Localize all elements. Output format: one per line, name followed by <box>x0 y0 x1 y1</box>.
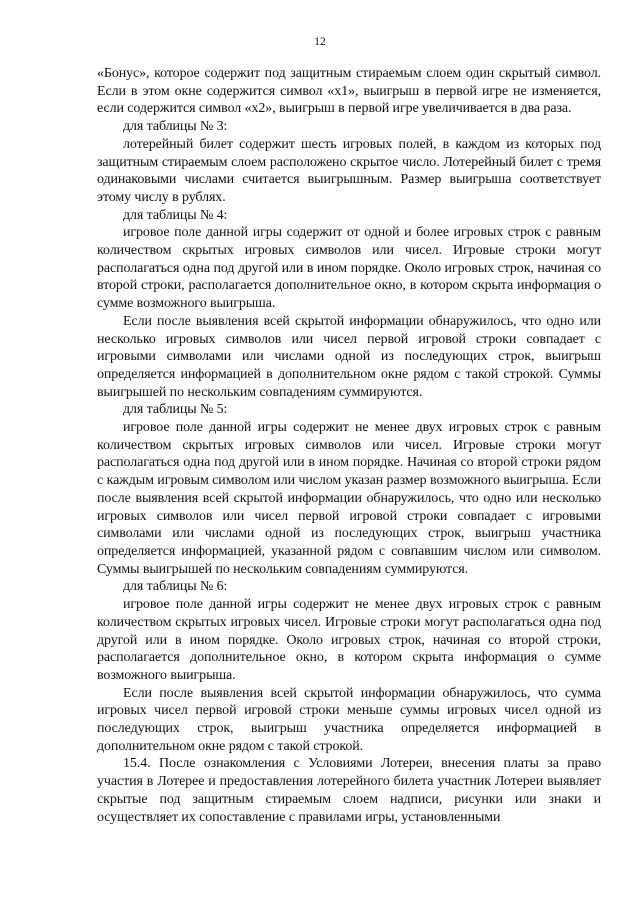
paragraph: 15.4. После ознакомления с Условиями Лотереи, внесения платы за право участия в Лотерее и предоставления лотерейного билета участник Лотереи выявляет скрытые под защитным стираемым слоем надписи, рисунки или знаки и осуществляет их сопоставление с правилами игры, установленными <box>97 756 601 825</box>
paragraph: игровое поле данной игры содержит не менее двух игровых строк с равным количеством скрытых игровых чисел. Игровые строки могут располагаться одна под другой или в ином порядке. Около игровых строк, начиная со второй строки, располагается дополнительное окно, в котором скрыта информация о сумме возможного выигрыша. <box>97 597 601 683</box>
paragraph: для таблицы № 6: <box>123 579 228 595</box>
paragraph: Если после выявления всей скрытой информации обнаружилось, что одно или несколько игровых символов или чисел первой игровой строки совпадает с игровыми символами или числами одной из последующих строк, выигрыш определяется информацией в дополнительном окне рядом с такой строкой. Суммы выигрышей по нескольким совпадениям суммируются. <box>97 313 601 400</box>
paragraph: Если после выявления всей скрытой информации обнаружилось, что сумма игровых чисел первой игровой строки меньше суммы игровых чисел одной из последующих строк, выигрыш участника определяется информацией в дополнительном окне рядом с такой строкой. <box>97 685 601 754</box>
paragraph: игровое поле данной игры содержит не менее двух игровых строк с равным количеством скрытых игровых символов или чисел. Игровые строки могут располагаться одна под другой или в ином порядке. Начиная со второй строки рядом с каждым игровым символом или числом указан размер возможного выигрыша. Если после выявления всей скрытой информации обнаружилось, что одно или несколько игровых символов или чисел первой игровой строки совпадает с игровыми символами или числами одной из последующих строк, выигрыш участника определяется информацией, указанной рядом с совпавшим числом или символом. Суммы выигрышей по нескольким совпадениям суммируются. <box>97 420 601 577</box>
paragraph: для таблицы № 3: <box>123 119 228 135</box>
page-number: 12 <box>314 36 326 48</box>
paragraph: «Бонус», которое содержит под защитным стираемым слоем один скрытый символ. Если в этом окне содержится символ «х1», выигрыш в первой игре не изменяется, если содержится символ «х2», выигрыш в первой игре увеличивается в два раза. <box>97 66 601 117</box>
paragraph: для таблицы № 5: <box>123 402 228 418</box>
paragraph: игровое поле данной игры содержит от одной и более игровых строк с равным количеством скрытых игровых символов или чисел. Игровые строки могут располагаться одна под другой или в ином порядке. Около игровых строк, начиная со второй строки, располагается дополнительное окно, в котором скрыта информация о сумме возможного выигрыша. <box>97 225 601 312</box>
body-text <box>97 65 601 826</box>
paragraph: лотерейный билет содержит шесть игровых полей, в каждом из которых под защитным стираемым слоем расположено скрытое число. Лотерейный билет с тремя одинаковыми числами считается выигрышным. Размер выигрыша соответствует этому числу в рублях. <box>97 136 601 205</box>
paragraph: для таблицы № 4: <box>123 207 228 223</box>
